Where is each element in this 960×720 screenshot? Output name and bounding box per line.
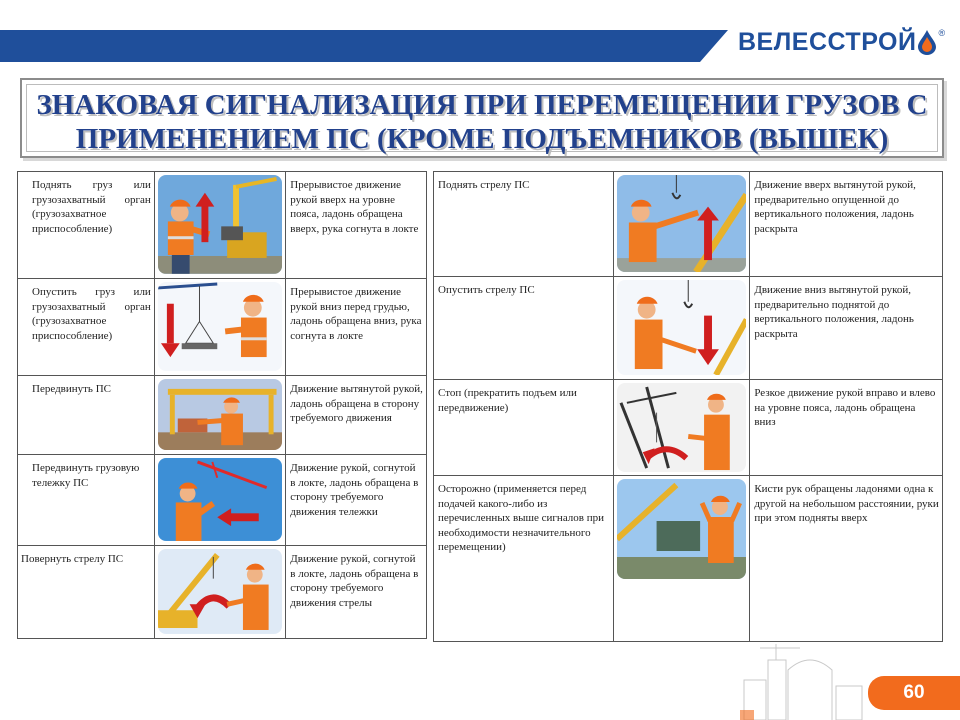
- left-signal-table: [17, 171, 427, 639]
- footer-illustration: [740, 640, 880, 720]
- right-signal-table: [433, 171, 943, 642]
- table-row: [18, 455, 427, 546]
- description-cell: Резкое движение рукой вправо и влево на уровне пояса, ладонь обращена вниз: [750, 380, 943, 476]
- command-cell: Осторожно (применяется перед подачей какого-либо из перечисленных выше сигналов при необходимости незначительного перемещении): [434, 476, 614, 642]
- command-cell: Поднять груз или грузозахватный орган (грузозахватное приспособление): [18, 172, 155, 279]
- signal-photo-lower-boom: [617, 280, 747, 375]
- command-cell: Стоп (прекратить подъем или передвижение): [434, 380, 614, 476]
- description-cell: Кисти рук обращены ладонями одна к другой на небольшом расстоянии, руки при этом подняты вверх: [750, 476, 943, 642]
- description-cell: Движение вытянутой рукой, ладонь обращена в сторону требуемого движения: [286, 376, 427, 455]
- title-line-1: ЗНАКОВАЯ СИГНАЛИЗАЦИЯ ПРИ ПЕРЕМЕЩЕНИИ ГРУЗОВ С: [36, 89, 928, 121]
- drop-icon: [916, 29, 938, 55]
- description-cell: Движение рукой, согнутой в локте, ладонь обращена в сторону требуемого движения стрелы: [286, 546, 427, 639]
- photo-cell: [154, 279, 285, 376]
- command-cell: Передвинуть грузовую тележку ПС: [18, 455, 155, 546]
- table-row: [434, 172, 943, 277]
- command-cell: Опустить стрелу ПС: [434, 277, 614, 380]
- signal-photo-raise-boom: [617, 175, 747, 272]
- title-box: [20, 78, 944, 158]
- command-cell: Повернуть стрелу ПС: [18, 546, 155, 639]
- photo-cell: [613, 277, 750, 380]
- title-line-2: ПРИМЕНЕНИЕМ ПС (КРОМЕ ПОДЪЕМНИКОВ (ВЫШЕК): [75, 123, 889, 155]
- table-row: [434, 277, 943, 380]
- signal-photo-caution: [617, 479, 747, 579]
- signal-photo-rotate-boom: [158, 549, 282, 634]
- signal-photo-lift-load: [158, 175, 282, 274]
- registered-mark: ®: [938, 28, 946, 38]
- table-row: [434, 476, 943, 642]
- photo-cell: [613, 476, 750, 642]
- table-row: [18, 279, 427, 376]
- signal-photo-move-crane: [158, 379, 282, 450]
- signal-photo-move-trolley: [158, 458, 282, 541]
- table-row: [18, 376, 427, 455]
- command-cell: Опустить груз или грузозахватный орган (грузозахватное приспособление): [18, 279, 155, 376]
- description-cell: Движение вниз вытянутой рукой, предварительно поднятой до вертикального положения, ладонь раскрыта: [750, 277, 943, 380]
- table-row: [18, 172, 427, 279]
- command-cell: Передвинуть ПС: [18, 376, 155, 455]
- photo-cell: [154, 172, 285, 279]
- table-row: [434, 380, 943, 476]
- description-cell: Прерывистое движение рукой вверх на уровне пояса, ладонь обращена вверх, рука согнута в локте: [286, 172, 427, 279]
- page-number: 60: [868, 676, 960, 710]
- photo-cell: [154, 546, 285, 639]
- description-cell: Прерывистое движение рукой вниз перед грудью, ладонь обращена вниз, рука согнута в локте: [286, 279, 427, 376]
- brand-logo: [738, 28, 946, 57]
- photo-cell: [154, 376, 285, 455]
- photo-cell: [154, 455, 285, 546]
- table-row: [18, 546, 427, 639]
- brand-name: ВЕЛЕССТРОЙ: [738, 28, 917, 56]
- description-cell: Движение рукой, согнутой в локте, ладонь обращена в сторону требуемого движения тележки: [286, 455, 427, 546]
- signal-photo-lower-load: [158, 282, 282, 371]
- command-cell: Поднять стрелу ПС: [434, 172, 614, 277]
- photo-cell: [613, 380, 750, 476]
- description-cell: Движение вверх вытянутой рукой, предварительно опущенной до вертикального положения, ладонь раскрыта: [750, 172, 943, 277]
- signal-photo-stop: [617, 383, 747, 472]
- page-title: [22, 88, 942, 156]
- photo-cell: [613, 172, 750, 277]
